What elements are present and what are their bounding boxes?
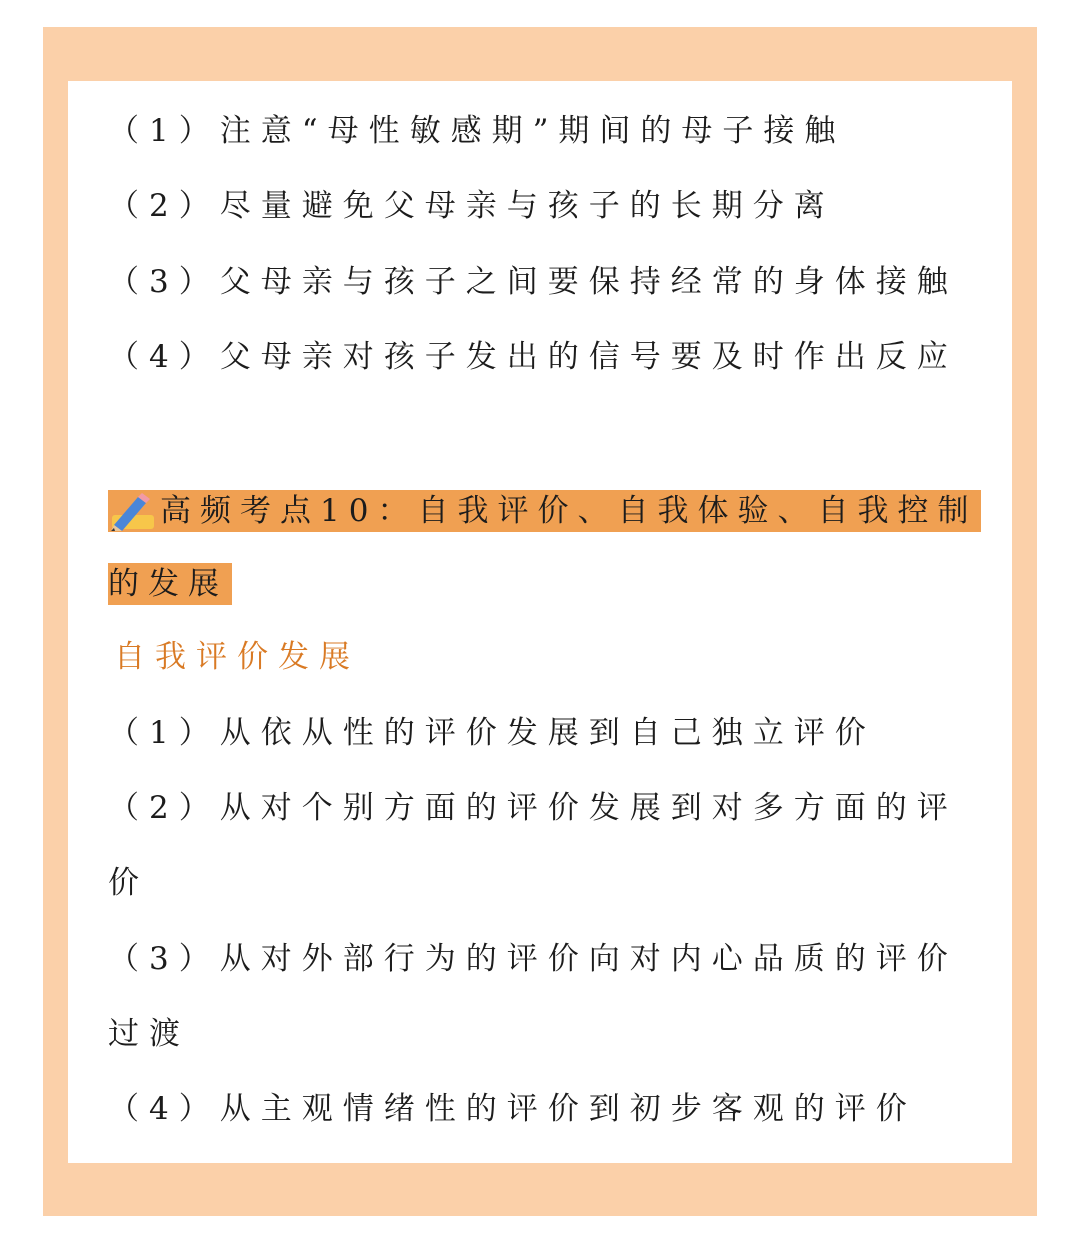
- list-item-continuation: 过渡: [108, 1016, 190, 1052]
- subheading: 自我评价发展: [114, 639, 360, 675]
- list-item: （3）从对外部行为的评价向对内心品质的评价: [108, 941, 958, 977]
- list-item: （1）从依从性的评价发展到自己独立评价: [108, 715, 876, 751]
- list-item: （2）尽量避免父母亲与孩子的长期分离: [108, 188, 835, 224]
- list-item: （1）注意“母性敏感期”期间的母子接触: [108, 113, 846, 149]
- list-item: （4）父母亲对孩子发出的信号要及时作出反应: [108, 339, 958, 375]
- list-item: （3）父母亲与孩子之间要保持经常的身体接触: [108, 264, 958, 300]
- list-item-continuation: 价: [108, 865, 149, 901]
- section-heading-line1: 高频考点10：自我评价、自我体验、自我控制: [160, 492, 978, 529]
- list-item: （2）从对个别方面的评价发展到对多方面的评: [108, 790, 958, 826]
- pencil-icon: [108, 491, 156, 531]
- section-heading: [108, 490, 981, 532]
- list-item: （4）从主观情绪性的评价到初步客观的评价: [108, 1091, 917, 1127]
- section-heading-line2: 的发展: [108, 565, 228, 602]
- section-heading-cont: [108, 563, 232, 605]
- content-card: [68, 81, 1012, 1163]
